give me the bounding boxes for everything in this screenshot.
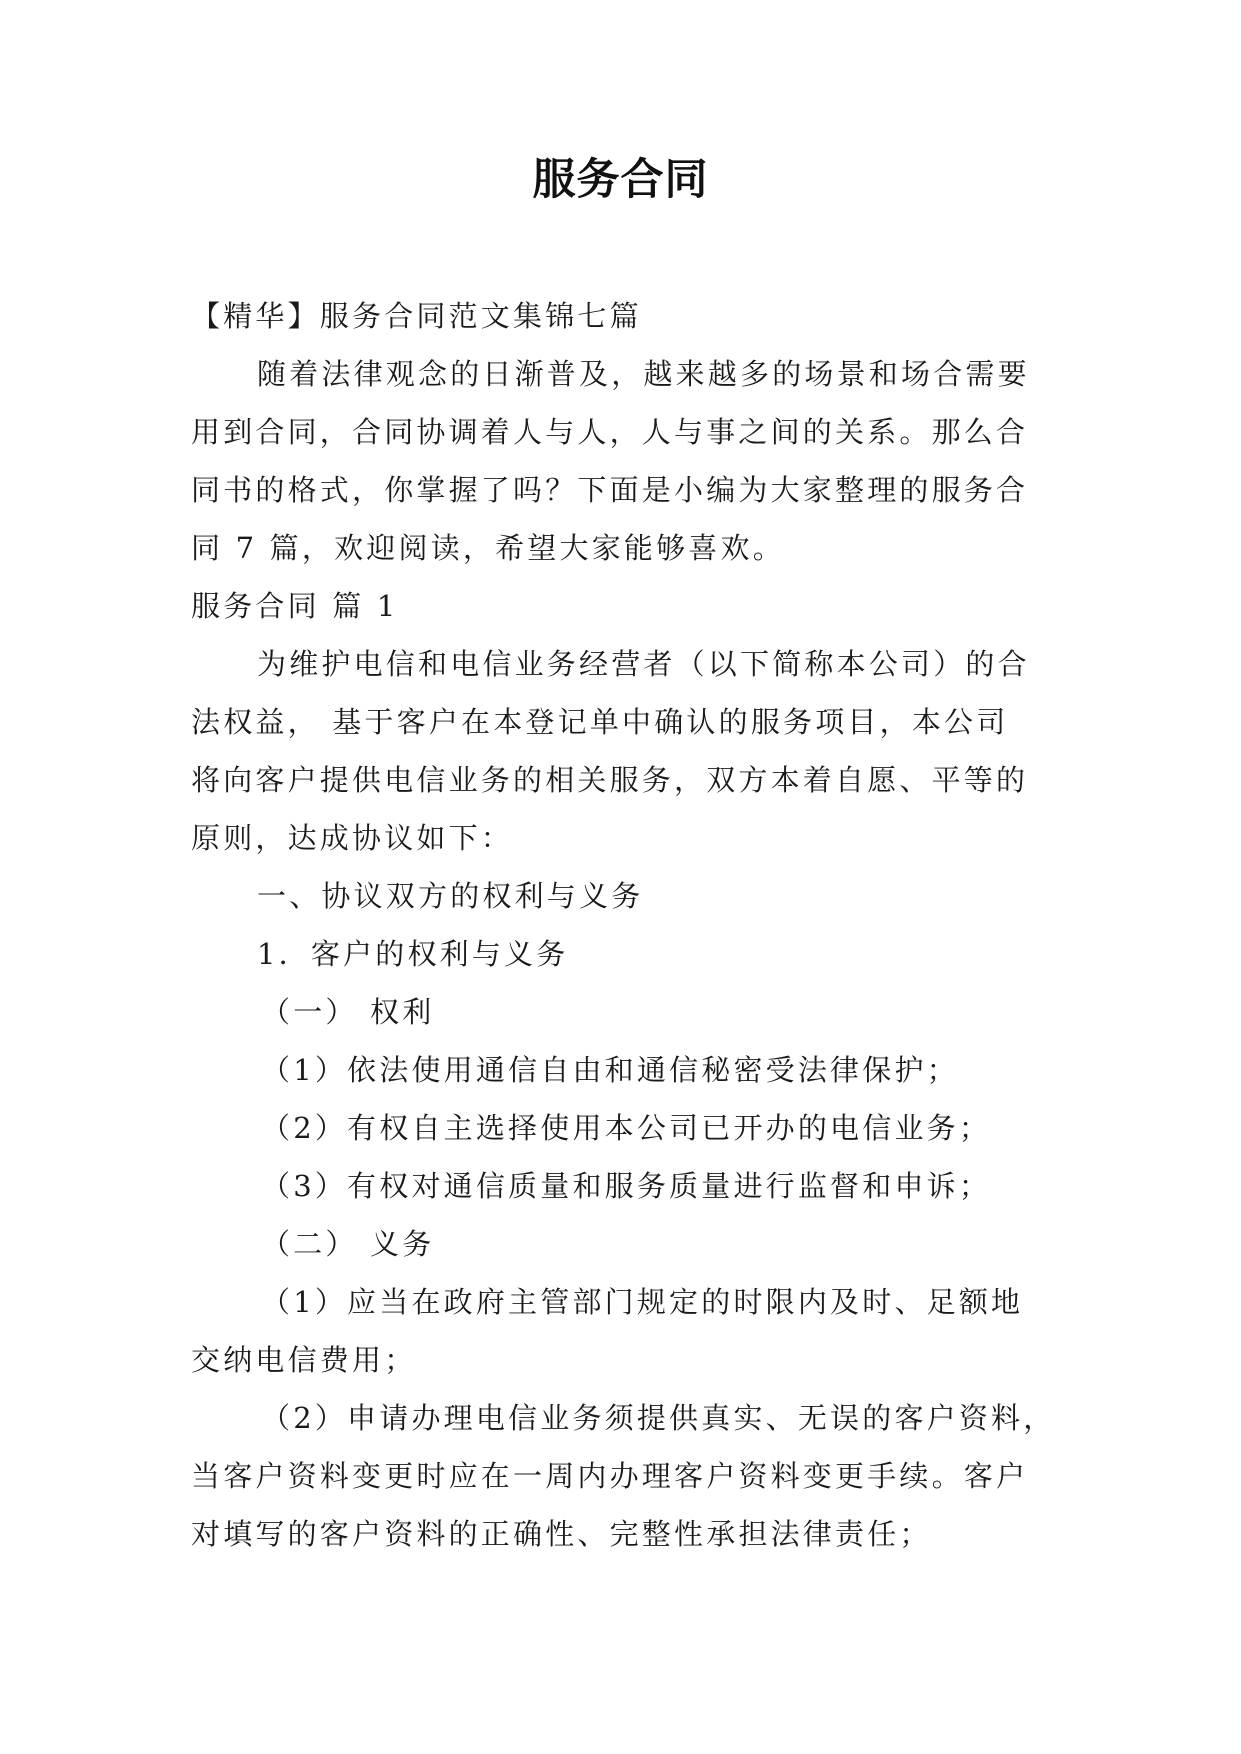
document-title: 服务合同 xyxy=(532,155,709,205)
text-line: （2）申请办理电信业务须提供真实、无误的客户资料， xyxy=(261,1401,1056,1435)
text-line: （二） 义务 xyxy=(261,1227,435,1261)
text-line: 交纳电信费用； xyxy=(191,1343,417,1377)
text-line: 法权益， 基于客户在本登记单中确认的服务项目，本公司 xyxy=(191,705,1009,739)
text-line: 一、协议双方的权利与义务 xyxy=(257,879,644,913)
text-line: 将向客户提供电信业务的相关服务，双方本着自愿、平等的 xyxy=(191,763,1029,797)
text-line: 同 7 篇，欢迎阅读，希望大家能够喜欢。 xyxy=(191,531,785,565)
text-line: 1．客户的权利与义务 xyxy=(257,937,569,971)
text-line: （一） 权利 xyxy=(261,995,435,1029)
text-line: 对填写的客户资料的正确性、完整性承担法律责任； xyxy=(191,1517,932,1551)
text-line: （3）有权对通信质量和服务质量进行监督和申诉； xyxy=(261,1169,992,1203)
text-line: 服务合同 篇 1 xyxy=(191,589,399,623)
text-line: 用到合同，合同协调着人与人，人与事之间的关系。那么合 xyxy=(191,415,1029,449)
text-line: （1）应当在政府主管部门规定的时限内及时、足额地 xyxy=(261,1285,1024,1319)
document-body xyxy=(191,287,1056,1563)
text-line: （1）依法使用通信自由和通信秘密受法律保护； xyxy=(261,1053,959,1087)
text-line: 随着法律观念的日渐普及，越来越多的场景和场合需要 xyxy=(257,357,1030,391)
text-line: 原则，达成协议如下： xyxy=(191,821,514,855)
text-line: 为维护电信和电信业务经营者（以下简称本公司）的合 xyxy=(257,647,1030,681)
text-line: 【精华】服务合同范文集锦七篇 xyxy=(191,299,642,333)
text-line: 同书的格式，你掌握了吗？下面是小编为大家整理的服务合 xyxy=(191,473,1029,507)
text-line: （2）有权自主选择使用本公司已开办的电信业务； xyxy=(261,1111,992,1145)
text-line: 当客户资料变更时应在一周内办理客户资料变更手续。客户 xyxy=(191,1459,1029,1493)
